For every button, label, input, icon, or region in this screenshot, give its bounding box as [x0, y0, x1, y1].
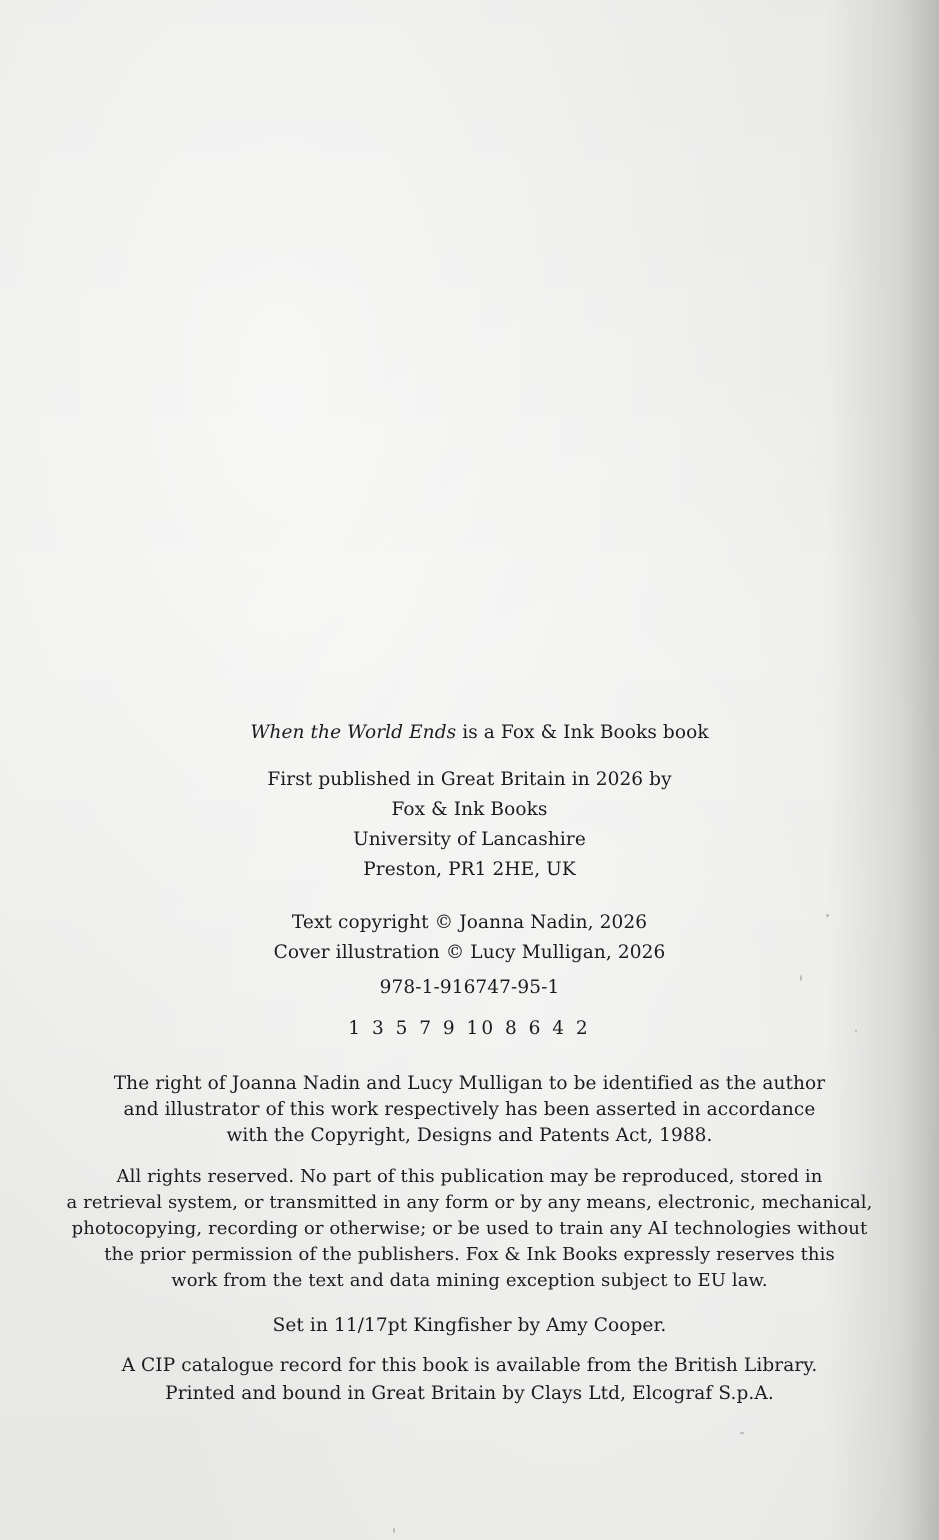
moral-rights-line: with the Copyright, Designs and Patents Act, 1988.: [226, 1125, 713, 1146]
typesetting-credit: Set in 11/17pt Kingfisher by Amy Cooper.: [272, 1315, 667, 1336]
printing-line: 1 3 5 7 9 10 8 6 4 2: [348, 1018, 591, 1039]
rights-reserved-line: photocopying, recording or otherwise; or be used to train any AI technologies without: [71, 1218, 868, 1239]
cip-record: A CIP catalogue record for this book is available from the British Library.: [121, 1355, 818, 1376]
title-line: [10, 722, 939, 743]
moral-rights-line: and illustrator of this work respectively has been asserted in accordance: [123, 1099, 816, 1120]
printer-credit: Printed and bound in Great Britain by Clays Ltd, Elcograf S.p.A.: [165, 1383, 774, 1404]
paper-speck: [740, 1432, 744, 1434]
text-copyright: Text copyright © Joanna Nadin, 2026: [291, 912, 648, 933]
moral-rights-statement: [0, 1071, 939, 1149]
rights-reserved-line: All rights reserved. No part of this publication may be reproduced, stored in: [116, 1166, 823, 1187]
cover-copyright: Cover illustration © Lucy Mulligan, 2026: [273, 942, 666, 963]
isbn: 978-1-916747-95-1: [379, 977, 560, 998]
rights-reserved-line: work from the text and data mining exception subject to EU law.: [171, 1270, 768, 1291]
publisher-address-line: University of Lancashire: [353, 829, 586, 850]
moral-rights-line: The right of Joanna Nadin and Lucy Mulligan to be identified as the author: [113, 1073, 826, 1094]
publisher-address-line: Preston, PR1 2HE, UK: [363, 859, 576, 880]
title-line-rest: is a Fox & Ink Books book: [456, 722, 709, 743]
rights-reserved-statement: [0, 1164, 939, 1294]
book-title: When the World Ends: [250, 722, 457, 743]
copyright-notices: [0, 908, 939, 968]
rights-reserved-line: a retrieval system, or transmitted in any form or by any means, electronic, mechanical,: [66, 1192, 873, 1213]
paper-speck: [393, 1528, 395, 1533]
publication-details: [0, 765, 939, 885]
publisher-name: Fox & Ink Books: [391, 799, 548, 820]
rights-reserved-line: the prior permission of the publishers. Fox & Ink Books expressly reserves this: [104, 1244, 835, 1265]
publication-line: First published in Great Britain in 2026 by: [267, 769, 672, 790]
cip-and-printer: [0, 1352, 939, 1408]
